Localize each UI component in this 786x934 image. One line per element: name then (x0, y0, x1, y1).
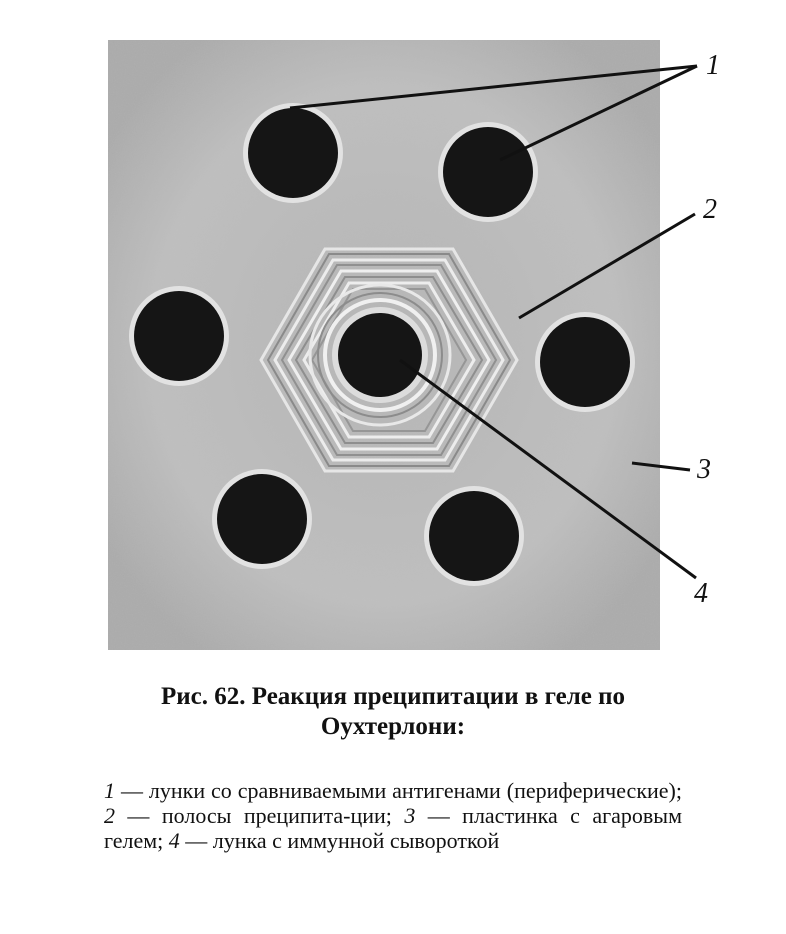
legend-text-3: — пластинка с агаровым гелем; (104, 803, 682, 853)
caption-title-line-1: Рис. 62. Реакция преципитации в геле по (160, 683, 625, 710)
figure-legend (104, 778, 682, 853)
legend-text-4: — лунка с иммунной сывороткой (179, 828, 500, 853)
legend-num-2: 2 (104, 803, 115, 828)
caption-title-line-2: Оухтерлони: (320, 713, 466, 740)
callout-label-3: 3 (697, 454, 711, 485)
legend-num-3: 3 (404, 803, 416, 828)
central-well (332, 307, 428, 403)
callout-label-1: 1 (706, 50, 720, 81)
figure-caption-title (60, 682, 726, 742)
legend-num-1: 1 (104, 778, 115, 803)
callout-label-4: 4 (694, 578, 708, 609)
legend-text-1: — лунки со сравниваемыми антигенами (периферические); (115, 778, 682, 803)
legend-text-2: — полосы преципита-ции; (115, 803, 405, 828)
legend-num-4: 4 (168, 828, 180, 853)
callout-label-2: 2 (703, 194, 717, 225)
